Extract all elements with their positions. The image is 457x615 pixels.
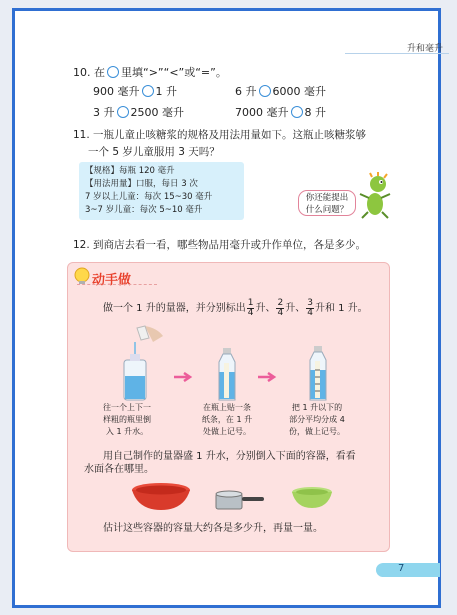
arrow-right-icon <box>174 372 194 382</box>
bubble-line: 你还能提出 <box>305 193 349 203</box>
q12-text: 12. 到商店去看一看，哪些物品用毫升或升作单位，各是多少。 <box>73 239 367 251</box>
page-number: 7 <box>398 563 405 574</box>
spec-line: 【规格】每瓶 120 毫升 <box>85 166 175 176</box>
q10-prompt: 10. 在 里填“>”“<”或“=”。 <box>73 66 227 79</box>
bottle-with-strip-illustration <box>214 348 240 402</box>
title-underline <box>77 284 157 285</box>
steel-pot-illustration <box>213 488 265 512</box>
dose-line-older: 7 岁以上儿童：每次 15~30 毫升 <box>85 192 213 202</box>
dinosaur-mascot-icon <box>356 172 394 220</box>
pouring-bottle-illustration <box>115 324 175 402</box>
q11-line1: 11. 一瓶儿童止咳糖浆的规格及用法用量如下。这瓶止咳糖浆够 <box>73 129 367 141</box>
q10-item-1: 900 毫升 1 升 <box>93 85 177 98</box>
caption-step-1: 往一个上下一 样粗的瓶里倒 入 1 升水。 <box>103 403 151 436</box>
q10-item-2: 6 升 6000 毫升 <box>235 85 326 98</box>
compare-circle[interactable] <box>291 106 303 118</box>
activity-instruction: 做一个 1 升的量器，并分别标出 $\frac{1}{4}$ 升、 $\frac{2}{4}$ 升、 $\frac{3}{4}$ 升和 1 升。 <box>103 297 368 318</box>
page-number-tab <box>376 563 440 577</box>
arrow-right-icon <box>258 372 278 382</box>
section-title: 升和毫升 <box>406 44 443 54</box>
caption-step-2: 在瓶上贴一条 纸条，在 1 升 处做上记号。 <box>201 403 253 436</box>
q10-item-4: 7000 毫升 8 升 <box>235 106 326 119</box>
light-bulb-icon <box>72 267 92 285</box>
green-bowl-illustration <box>290 486 334 510</box>
speech-bubble <box>298 190 356 216</box>
medicine-label-box <box>79 162 244 220</box>
activity-para1-line2: 水面各在哪里。 <box>84 464 154 475</box>
caption-step-3: 把 1 升以下的 部分平均分成 4 份，做上记号。 <box>289 403 345 436</box>
activity-para2: 估计这些容器的容量大约各是多少升，再量一量。 <box>103 523 323 534</box>
compare-circle[interactable] <box>142 85 154 97</box>
fraction-half: $\frac{2}{4}$ <box>277 297 284 318</box>
compare-circle[interactable] <box>259 85 271 97</box>
q11-line2: 一个 5 岁儿童服用 3 天吗？ <box>88 146 220 158</box>
usage-line: 【用法用量】口服，每日 3 次 <box>85 179 198 189</box>
red-basin-illustration <box>130 482 192 512</box>
marked-bottle-illustration <box>305 346 331 402</box>
activity-para1-line1: 用自己制作的量器盛 1 升水，分别倒入下面的容器，看看 <box>103 451 356 462</box>
activity-title: 动手做 <box>92 273 132 288</box>
header-rule <box>345 53 449 54</box>
fraction-quarter: $\frac{1}{4}$ <box>247 297 254 318</box>
compare-circle[interactable] <box>117 106 129 118</box>
dose-line-younger: 3~7 岁儿童：每次 5~10 毫升 <box>85 205 203 215</box>
q10-item-3: 3 升 2500 毫升 <box>93 106 184 119</box>
blank-circle <box>107 66 119 78</box>
fraction-three-quarters: $\frac{3}{4}$ <box>307 297 313 318</box>
bubble-line: 什么问题？ <box>305 205 349 215</box>
